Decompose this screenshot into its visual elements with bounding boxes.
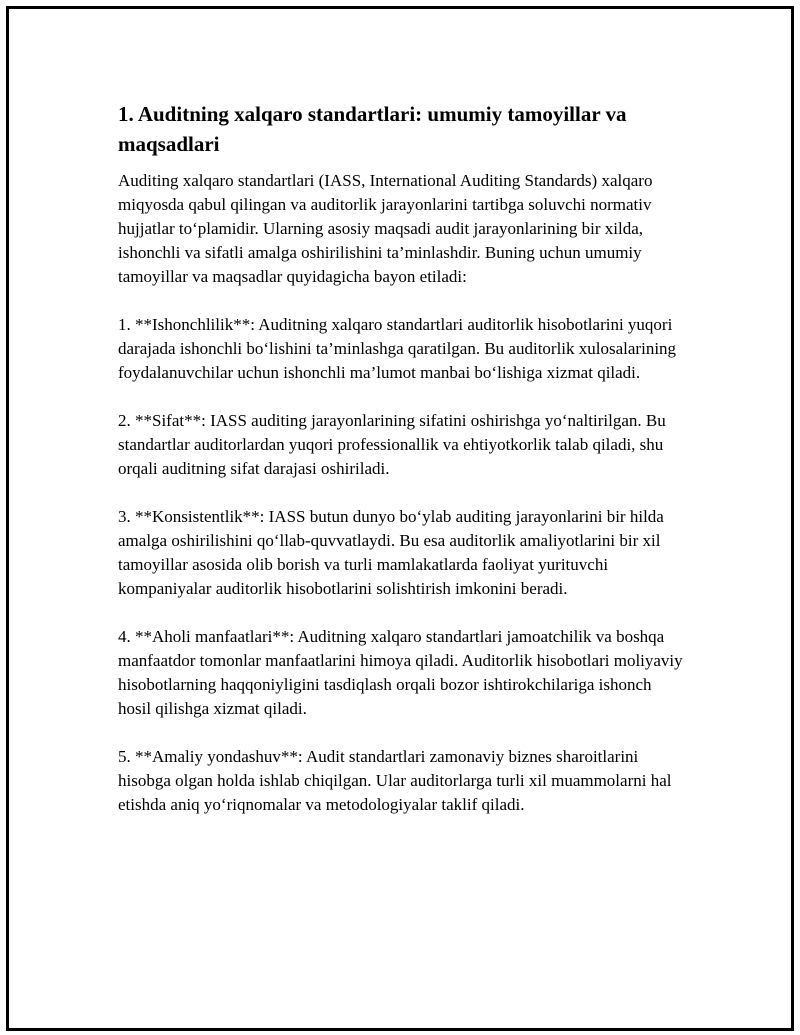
point-2-quality: 2. **Sifat**: IASS auditing jarayonlarining sifatini oshirishga yo‘naltirilgan. Bu standartlar auditorlardan yuqori professionallik va ehtiyotkorlik talab qiladi, shu orqali auditning sifat darajasi oshiriladi.: [118, 411, 666, 478]
point-3-consistency: 3. **Konsistentlik**: IASS butun dunyo bo‘ylab auditing jarayonlarini bir hilda amalga oshirilishini qo‘llab-quvvatlaydi. Bu esa auditorlik amaliyotlarini bir xil tamoyillar asosida olib borish va turli mamlakatlarda faoliyat yurituvchi kompaniyalar auditorlik hisobotlarini solishtirish imkonini beradi.: [118, 507, 664, 598]
point-1-reliability: 1. **Ishonchlilik**: Auditning xalqaro standartlari auditorlik hisobotlarini yuqori darajada ishonchli bo‘lishini ta’minlashga qaratilgan. Bu auditorlik xulosalarining foydalanuvchilar uchun ishonchli ma’lumot manbai bo‘lishiga xizmat qiladi.: [118, 315, 677, 382]
document-body: [118, 99, 688, 841]
page-border: [6, 6, 794, 1031]
intro-paragraph: Auditing xalqaro standartlari (IASS, International Auditing Standards) xalqaro miqyosda qabul qilingan va auditorlik jarayonlarini tartibga soluvchi normativ hujjatlar to‘plamidir. Ularning asosiy maqsadi audit jarayonlarining bir xilda, ishonchli va sifatli amalga oshirilishini ta’minlashdir. Buning uchun umumiy tamoyillar va maqsadlar quyidagicha bayon etiladi:: [118, 171, 653, 286]
section-heading: 1. Auditning xalqaro standartlari: umumiy tamoyillar va maqsadlari: [118, 102, 627, 156]
point-4-public-interest: 4. **Aholi manfaatlari**: Auditning xalqaro standartlari jamoatchilik va boshqa manfaatdor tomonlar manfaatlarini himoya qiladi. Auditorlik hisobotlari moliyaviy hisobotlarning haqqoniyligini tasdiqlash orqali bozor ishtirokchilariga ishonch hosil qilishga xizmat qiladi.: [118, 627, 683, 718]
point-5-practical-approach: 5. **Amaliy yondashuv**: Audit standartlari zamonaviy biznes sharoitlarini hisobga olgan holda ishlab chiqilgan. Ular auditorlarga turli xil muammolarni hal etishda aniq yo‘riqnomalar va metodologiyalar taklif qiladi.: [118, 747, 672, 814]
